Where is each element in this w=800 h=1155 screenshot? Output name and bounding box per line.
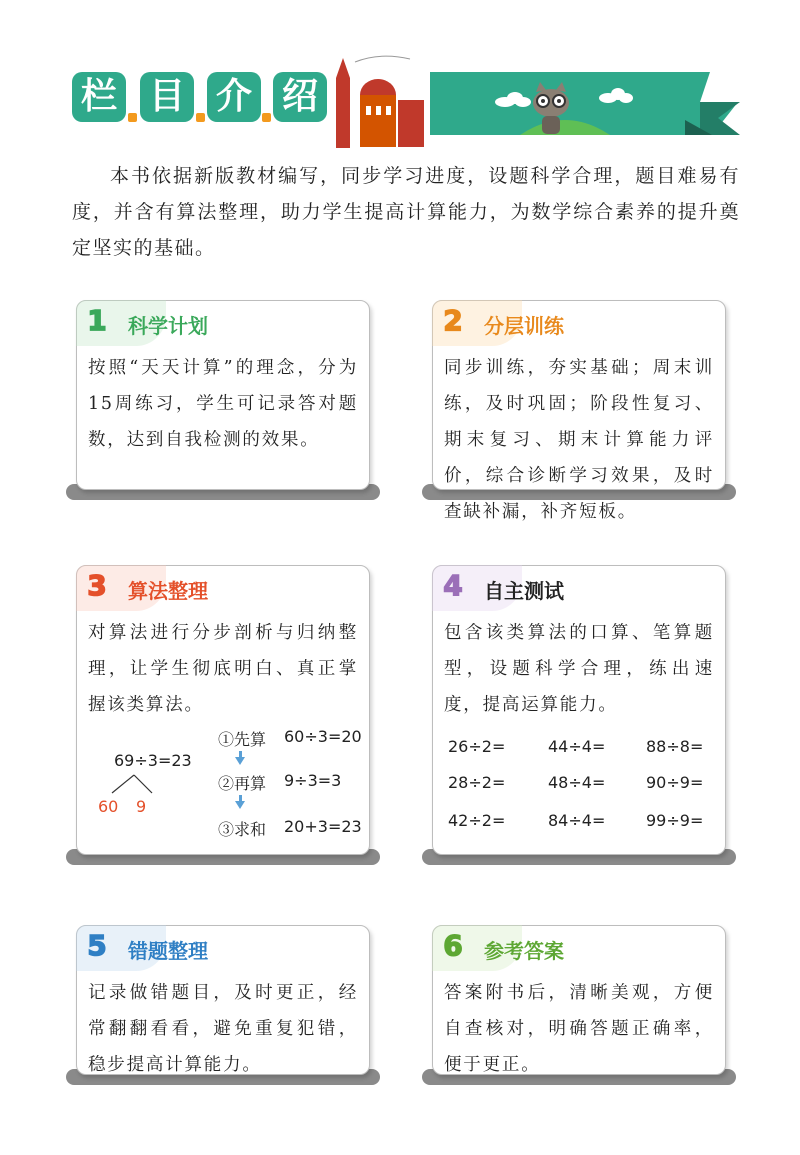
card-body: 包含该类算法的口算、笔算题型，设题科学合理，练出速度，提高运算能力。 — [444, 623, 714, 715]
card-body: 记录做错题目，及时更正，经常翻翻看看，避免重复犯错，稳步提高计算能力。 — [88, 983, 358, 1075]
exercise: 88÷8= — [646, 737, 704, 756]
step-label: ②再算 — [218, 774, 267, 793]
card-algorithm — [76, 565, 370, 855]
card-plan — [76, 300, 370, 490]
card-body: 对算法进行分步剖析与归纳整理，让学生彻底明白、真正掌握该类算法。 — [88, 623, 358, 715]
exercise: 26÷2= — [448, 737, 506, 756]
title-char-3: 介 — [207, 72, 261, 122]
intro-paragraph: 本书依据新版教材编写，同步学习进度，设题科学合理，题目难易有度，并含有算法整理，助力学生提高计算能力，为数学综合素养的提升奠定坚实的基础。 — [72, 165, 740, 259]
step-equation: 9÷3=3 — [284, 771, 342, 790]
split-right: 9 — [136, 797, 147, 816]
title-dot — [262, 113, 271, 122]
card-body: 按照“天天计算”的理念，分为15周练习，学生可记录答对题数，达到自我检测的效果。 — [88, 358, 358, 450]
card-body: 同步训练，夯实基础；周末训练，及时巩固；阶段性复习、期末复习、期末计算能力评价，综合诊断学习效果，及时查缺补漏，补齐短板。 — [444, 358, 714, 522]
step-equation: 20+3=23 — [284, 817, 362, 836]
arrow-down-icon — [235, 757, 245, 765]
exercise: 90÷9= — [646, 773, 704, 792]
split-left: 60 — [98, 797, 119, 816]
title-dot — [128, 113, 137, 122]
card-error-review — [76, 925, 370, 1075]
card-number: 6 — [443, 929, 463, 962]
card-layered-training — [432, 300, 726, 522]
card-title: 算法整理 — [128, 579, 208, 603]
exercise: 28÷2= — [448, 773, 506, 792]
card-title: 自主测试 — [484, 579, 564, 603]
card-answers — [432, 925, 726, 1075]
card-self-test — [432, 565, 726, 855]
step-label: ①先算 — [218, 730, 267, 749]
arrow-down-icon — [235, 801, 245, 809]
exercise: 99÷9= — [646, 811, 704, 830]
title-char-4: 绍 — [273, 72, 327, 122]
exercise: 44÷4= — [548, 737, 606, 756]
title-char-1: 栏 — [72, 72, 126, 122]
example-expression: 69÷3=23 — [114, 751, 192, 770]
step-label: ③求和 — [218, 820, 267, 839]
card-title: 科学计划 — [128, 314, 208, 338]
card-title: 参考答案 — [484, 939, 564, 963]
card-number: 5 — [87, 929, 107, 962]
split-lines — [104, 773, 164, 795]
card-number: 1 — [87, 304, 107, 337]
title-char-2: 目 — [140, 72, 194, 122]
title-dot — [196, 113, 205, 122]
exercise: 84÷4= — [548, 811, 606, 830]
card-title: 错题整理 — [128, 939, 208, 963]
exercise: 48÷4= — [548, 773, 606, 792]
step-equation: 60÷3=20 — [284, 727, 362, 746]
card-title: 分层训练 — [484, 314, 564, 338]
card-number: 2 — [443, 304, 463, 337]
card-number: 4 — [443, 569, 463, 602]
castle-illustration — [336, 56, 424, 148]
card-body: 答案附书后，清晰美观，方便自查核对，明确答题正确率，便于更正。 — [444, 983, 714, 1075]
card-number: 3 — [87, 569, 107, 602]
exercise: 42÷2= — [448, 811, 506, 830]
